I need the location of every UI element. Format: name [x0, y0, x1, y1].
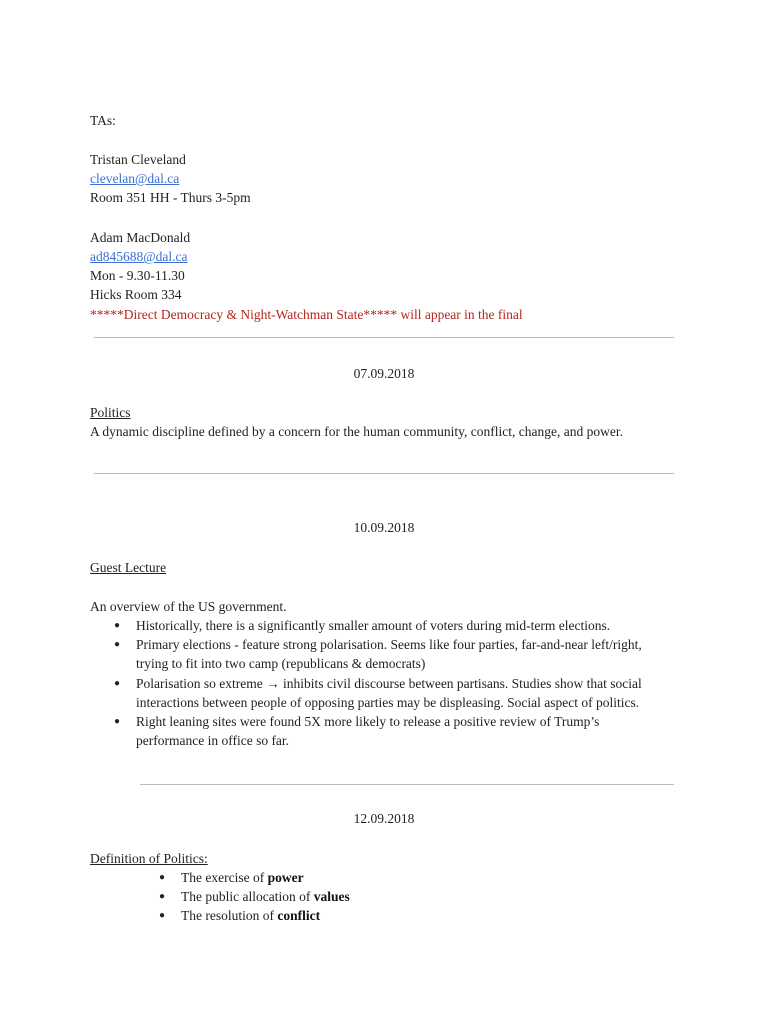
- section-title: Politics: [90, 405, 131, 420]
- section-date: 07.09.2018: [353, 366, 415, 381]
- list-item-keyword: conflict: [277, 908, 321, 923]
- list-item-keyword: power: [267, 870, 304, 885]
- section-date: 12.09.2018: [353, 811, 415, 826]
- bullet-icon: ●: [114, 620, 121, 631]
- bullet-icon: ●: [159, 910, 166, 921]
- tas-heading: TAs:: [90, 113, 116, 128]
- section-title: Definition of Politics:: [90, 851, 208, 866]
- ta-office: Hicks Room 334: [90, 287, 182, 302]
- list-item-text: [181, 868, 304, 887]
- list-item-keyword: values: [313, 889, 350, 904]
- bullet-icon: ●: [159, 872, 166, 883]
- list-item-text: performance in office so far.: [136, 733, 290, 748]
- ta-email-link[interactable]: ad845688@dal.ca: [90, 249, 188, 264]
- list-item-prefix: The resolution of: [181, 908, 278, 923]
- section-divider: [140, 784, 674, 785]
- list-item-text: [181, 906, 320, 925]
- bullet-icon: ●: [114, 716, 121, 727]
- bullet-icon: ●: [159, 891, 166, 902]
- section-intro: An overview of the US government.: [90, 599, 287, 614]
- ta-office: Room 351 HH - Thurs 3-5pm: [90, 190, 251, 205]
- ta-name: Tristan Cleveland: [90, 152, 186, 167]
- bullet-icon: ●: [114, 639, 121, 650]
- section-title: Guest Lecture: [90, 560, 167, 575]
- list-item-text: interactions between people of opposing parties may be displeasing. Social aspect of politics.: [136, 695, 640, 710]
- ta-hours: Mon - 9.30-11.30: [90, 268, 185, 283]
- list-item-text: trying to fit into two camp (republicans & democrats): [136, 656, 426, 671]
- list-item-text: Historically, there is a significantly smaller amount of voters during mid-term elections.: [136, 618, 611, 633]
- list-item-text: Polarisation so extreme → inhibits civil discourse between partisans. Studies show that social: [136, 676, 642, 691]
- list-item-text: Primary elections - feature strong polarisation. Seems like four parties, far-and-near left/right,: [136, 637, 642, 652]
- list-item-prefix: The public allocation of: [181, 889, 314, 904]
- ta-name: Adam MacDonald: [90, 230, 191, 245]
- list-item-text: Right leaning sites were found 5X more likely to release a positive review of Trump’s: [136, 714, 600, 729]
- exam-notice: *****Direct Democracy & Night-Watchman State***** will appear in the final: [90, 307, 523, 322]
- bullet-icon: ●: [114, 678, 121, 689]
- list-item-prefix: The exercise of: [181, 870, 268, 885]
- list-item-text: [181, 887, 350, 906]
- section-date: 10.09.2018: [353, 520, 415, 535]
- section-body: A dynamic discipline defined by a concern for the human community, conflict, change, and power.: [90, 424, 623, 439]
- section-divider: [94, 473, 674, 474]
- section-divider: [94, 337, 674, 338]
- ta-email-link[interactable]: clevelan@dal.ca: [90, 171, 180, 186]
